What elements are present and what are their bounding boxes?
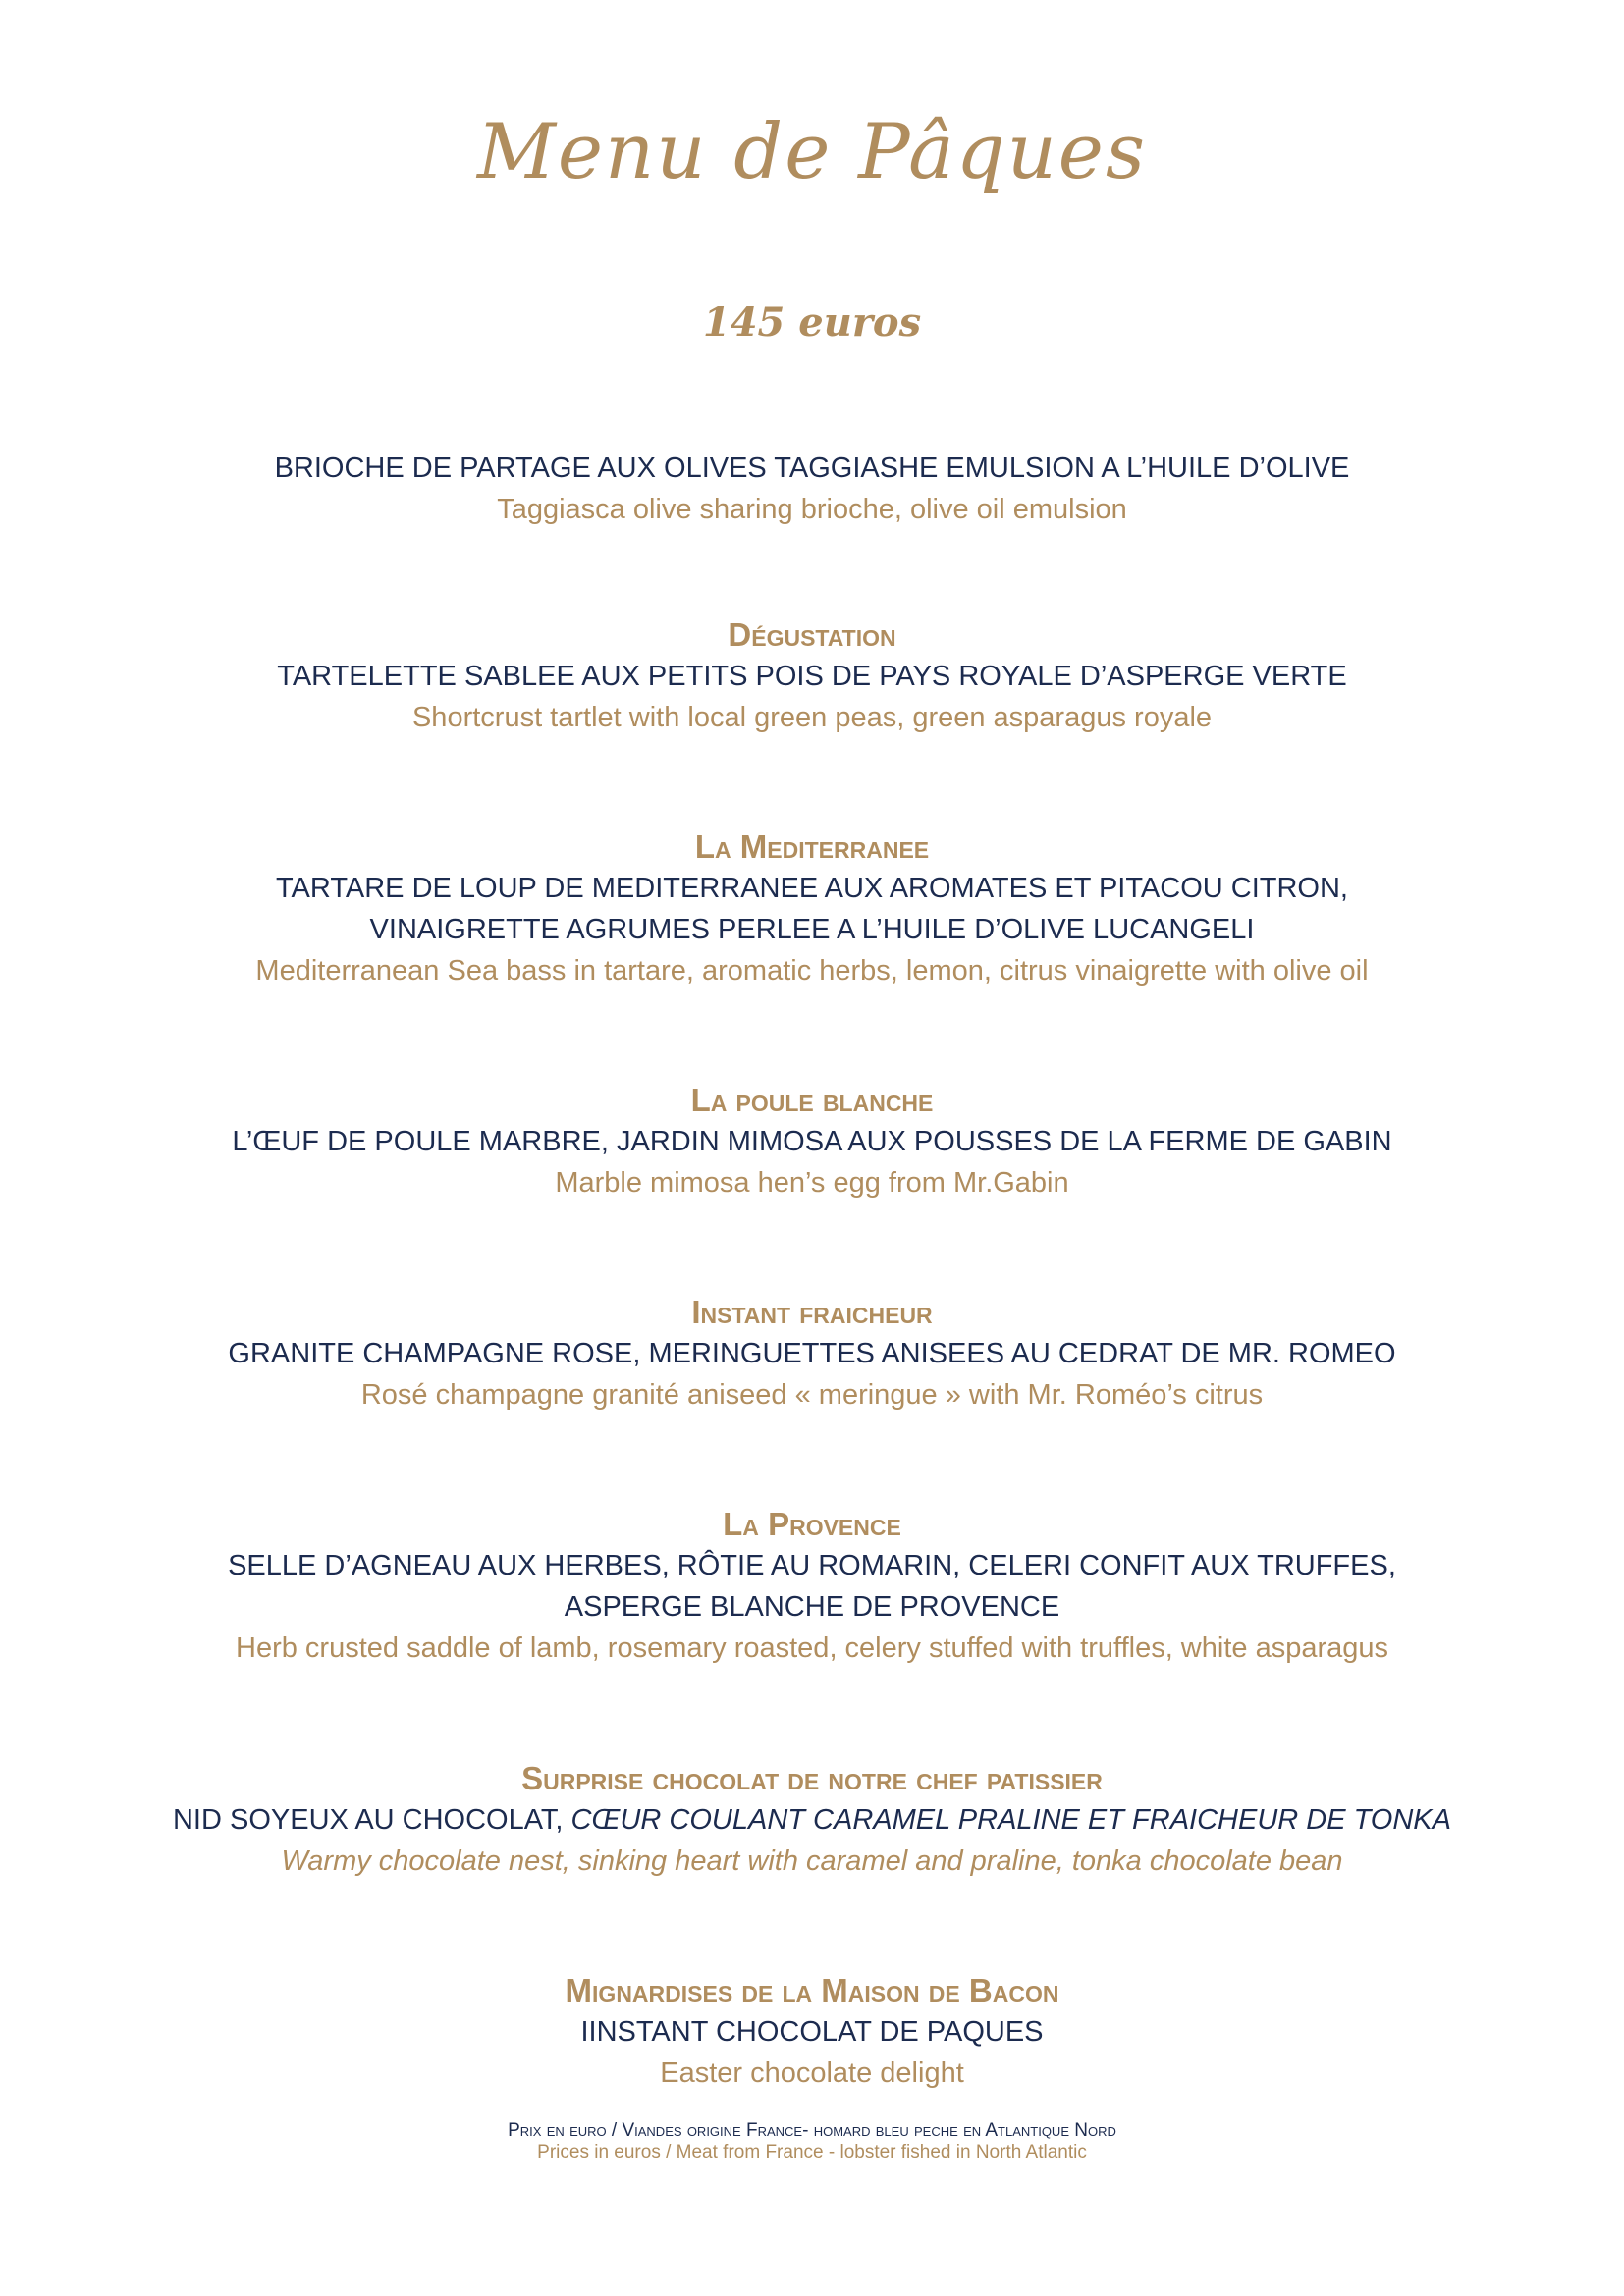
menu-price: 145 euros [702, 299, 922, 346]
footer [0, 2120, 1624, 2163]
course-english-line: Rosé champagne granité aniseed « meringue » with Mr. Roméo’s citrus [360, 1379, 1264, 1411]
course-degustation [0, 614, 1624, 738]
course-poule-blanche [0, 1080, 1624, 1203]
footer-english: Prices in euros / Meat from France - lobster fished in North Atlantic [537, 2142, 1087, 2163]
course-english-line: Herb crusted saddle of lamb, rosemary roasted, celery stuffed with truffles, white asparagus [236, 1632, 1388, 1664]
course-english-line: Warmy chocolate nest, sinking heart with caramel and praline, tonka chocolate bean [281, 1845, 1343, 1877]
course-heading: Mignardises de la Maison de Bacon [565, 1972, 1059, 2008]
course-mediterranee [0, 827, 1624, 991]
course-french-line: IINSTANT CHOCOLAT DE PAQUES [580, 2016, 1044, 2048]
course-french-line: GRANITE CHAMPAGNE ROSE, MERINGUETTES ANISEES AU CEDRAT DE MR. ROMEO [228, 1338, 1396, 1369]
course-french-line: VINAIGRETTE AGRUMES PERLEE A L’HUILE D’OLIVE LUCANGELI [369, 914, 1255, 945]
course-heading: La poule blanche [690, 1082, 934, 1118]
course-instant-fraicheur [0, 1292, 1624, 1415]
course-english-line: Taggiasca olive sharing brioche, olive oil emulsion [497, 494, 1127, 525]
course-brioche [0, 448, 1624, 530]
course-heading: La Mediterranee [694, 828, 930, 865]
course-english-line: Marble mimosa hen’s egg from Mr.Gabin [555, 1167, 1069, 1199]
course-english-line: Shortcrust tartlet with local green peas, green asparagus royale [411, 702, 1213, 733]
course-french-line [0, 1799, 1624, 1841]
menu-title: Menu de Pâques [476, 108, 1147, 196]
course-provence [0, 1504, 1624, 1669]
course-french-line: TARTARE DE LOUP DE MEDITERRANEE AUX AROMATES ET PITACOU CITRON, [276, 873, 1348, 904]
course-french-part: NID SOYEUX AU CHOCOLAT, [172, 1804, 571, 1836]
course-french-line: ASPERGE BLANCHE DE PROVENCE [564, 1591, 1060, 1623]
course-heading: Surprise chocolat de notre chef patissier [521, 1760, 1103, 1796]
course-french-line: SELLE D’AGNEAU AUX HERBES, RÔTIE AU ROMARIN, CELERI CONFIT AUX TRUFFES, [228, 1550, 1396, 1581]
course-heading: La Provence [723, 1506, 901, 1542]
course-french-line: L’ŒUF DE POULE MARBRE, JARDIN MIMOSA AUX POUSSES DE LA FERME DE GABIN [232, 1126, 1392, 1157]
course-english-line: Easter chocolate delight [660, 2057, 964, 2089]
course-english-line: Mediterranean Sea bass in tartare, aromatic herbs, lemon, citrus vinaigrette with olive oil [255, 955, 1369, 987]
course-french-part-italic: CŒUR COULANT CARAMEL PRALINE ET FRAICHEUR DE TONKA [570, 1804, 1451, 1836]
course-mignardises [0, 1970, 1624, 2094]
course-heading: Instant fraicheur [691, 1294, 933, 1330]
footer-french: Prix en euro / Viandes origine France- homard bleu peche en Atlantique Nord [508, 2120, 1116, 2141]
course-french-line: BRIOCHE DE PARTAGE AUX OLIVES TAGGIASHE EMULSION A L’HUILE D’OLIVE [274, 453, 1350, 484]
course-surprise-chocolat [0, 1758, 1624, 1882]
course-heading: Dégustation [728, 616, 896, 653]
course-french-line: TARTELETTE SABLEE AUX PETITS POIS DE PAYS ROYALE D’ASPERGE VERTE [277, 661, 1347, 692]
